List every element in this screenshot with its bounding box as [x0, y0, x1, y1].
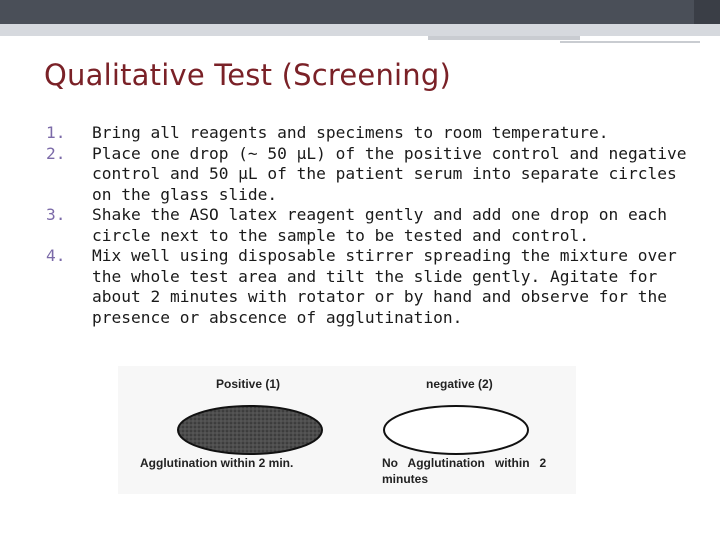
negative-label: negative (2): [426, 377, 493, 391]
negative-caption-continued: minutes: [382, 472, 429, 486]
step-item: [46, 123, 696, 144]
steps-list: [46, 123, 696, 328]
step-number: 4.: [46, 246, 66, 265]
step-text: Bring all reagents and specimens to room temperature.: [92, 123, 609, 142]
accent-line-thin: [560, 41, 700, 43]
negative-caption: No Agglutination within 2: [382, 456, 547, 470]
step-item: [46, 205, 696, 246]
step-item: [46, 246, 696, 328]
slide-title: Qualitative Test (Screening): [44, 58, 451, 92]
positive-label: Positive (1): [216, 377, 281, 391]
agglutination-illustration: [118, 366, 576, 494]
step-number: 1.: [46, 123, 66, 142]
header-band: [0, 0, 720, 24]
step-item: [46, 144, 696, 206]
header-stripe: [0, 24, 720, 36]
step-text: Shake the ASO latex reagent gently and add one drop on each circle next to the sample to be tested and control.: [92, 205, 667, 245]
step-number: 3.: [46, 205, 66, 224]
positive-agglutination-oval: [178, 406, 322, 454]
positive-caption: Agglutination within 2 min.: [140, 456, 294, 470]
agglutination-figure: [118, 366, 576, 494]
step-text: Place one drop (~ 50 µL) of the positive control and negative control and 50 µL of the patient serum into separate circles on the glass slide.: [92, 143, 687, 204]
accent-line: [428, 36, 580, 40]
step-number: 2.: [46, 143, 66, 163]
negative-clear-oval: [384, 406, 528, 454]
header-band-cap: [694, 0, 720, 24]
step-text: Mix well using disposable stirrer spreading the mixture over the whole test area and tilt the slide gently. Agitate for about 2 minutes with rotator or by hand and observe for the presence or abscence of agglutination.: [92, 246, 677, 327]
